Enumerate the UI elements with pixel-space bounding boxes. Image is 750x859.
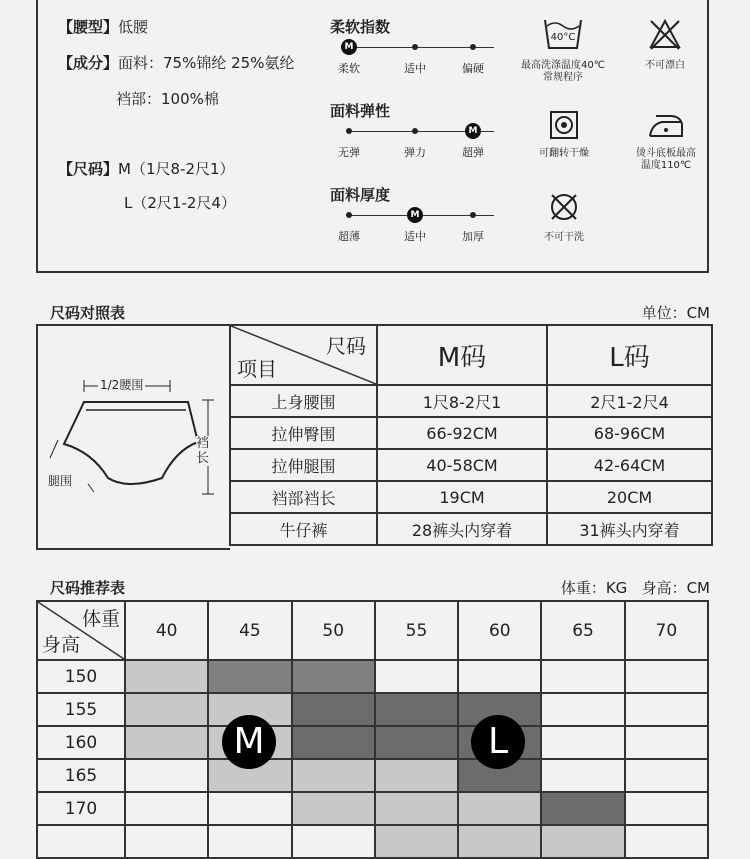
height-cell: 160 bbox=[37, 726, 125, 759]
recommend-cell bbox=[125, 693, 208, 726]
size-value-cell: 42-64CM bbox=[547, 449, 712, 481]
recommend-cell bbox=[375, 825, 458, 858]
iron-label: 烫斗底板最高 温度110℃ bbox=[636, 148, 696, 171]
scale-title: 面料厚度 bbox=[330, 186, 391, 204]
crotch-composition: 裆部：100%棉 bbox=[116, 90, 219, 108]
scale-dot bbox=[470, 212, 476, 218]
corner-size-label: 尺码 bbox=[326, 334, 366, 358]
recommend-row bbox=[37, 792, 708, 825]
recommend-cell bbox=[375, 726, 458, 759]
recommend-cell bbox=[208, 660, 291, 693]
weight-header-cell: 55 bbox=[375, 601, 458, 660]
wash-label: 最高洗涤温度40℃ 常规程序 bbox=[521, 60, 605, 83]
height-cell: 170 bbox=[37, 792, 125, 825]
height-cell: 165 bbox=[37, 759, 125, 792]
size-chart-unit: 单位：CM bbox=[641, 304, 710, 322]
recommend-cell bbox=[292, 693, 375, 726]
weight-header-cell: 65 bbox=[541, 601, 624, 660]
size-item-cell: 牛仔裤 bbox=[230, 513, 377, 545]
size-value-cell: 40-58CM bbox=[377, 449, 547, 481]
underwear-outline-icon bbox=[48, 376, 218, 526]
recommend-title: 尺码推荐表 bbox=[50, 579, 126, 597]
weight-header-cell: 45 bbox=[208, 601, 291, 660]
size-table-row bbox=[230, 513, 712, 545]
size-item-cell: 拉伸臀围 bbox=[230, 417, 377, 449]
corner-item-label: 项目 bbox=[237, 357, 277, 381]
scale-dot bbox=[412, 44, 418, 50]
scale-label: 适中 bbox=[404, 62, 426, 75]
recommend-cell bbox=[292, 726, 375, 759]
recommend-cell bbox=[375, 693, 458, 726]
tumble-dry-icon bbox=[549, 110, 579, 140]
size-chart-title: 尺码对照表 bbox=[50, 304, 126, 322]
scale-dot bbox=[346, 212, 352, 218]
corner-weight-label: 体重 bbox=[81, 608, 120, 630]
product-info-panel bbox=[36, 0, 709, 273]
diagram-leg: 腿围 bbox=[48, 474, 73, 488]
diagram-half-waist: 1/2腰围 bbox=[100, 378, 144, 392]
recommend-cell bbox=[541, 792, 624, 825]
recommend-cell bbox=[541, 825, 624, 858]
iron-icon bbox=[646, 110, 686, 140]
scale-label: 超弹 bbox=[462, 146, 484, 159]
waist-type: 【腰型】低腰 bbox=[58, 18, 149, 36]
scale-label: 柔软 bbox=[338, 62, 360, 75]
recommend-cell bbox=[292, 792, 375, 825]
size-value-cell: 19CM bbox=[377, 481, 547, 513]
scale-dot bbox=[412, 128, 418, 134]
scale-label: 加厚 bbox=[462, 230, 484, 243]
size-table-row bbox=[230, 385, 712, 417]
scale-label: 弹力 bbox=[404, 146, 426, 159]
column-header-l: L码 bbox=[547, 325, 712, 385]
recommend-table bbox=[36, 600, 709, 859]
recommend-cell bbox=[625, 759, 708, 792]
column-header-m: M码 bbox=[377, 325, 547, 385]
scale-label: 超薄 bbox=[338, 230, 360, 243]
size-item-cell: 裆部裆长 bbox=[230, 481, 377, 513]
recommend-row bbox=[37, 693, 708, 726]
no-dryclean-icon bbox=[549, 192, 579, 222]
recommend-cell bbox=[208, 825, 291, 858]
recommend-cell bbox=[208, 792, 291, 825]
scale-title: 柔软指数 bbox=[330, 18, 391, 36]
no-bleach-icon bbox=[648, 18, 682, 50]
weight-header-cell: 70 bbox=[625, 601, 708, 660]
recommend-cell bbox=[375, 759, 458, 792]
recommend-cell bbox=[292, 759, 375, 792]
scale-label: 无弹 bbox=[338, 146, 360, 159]
size-value-cell: 1尺8-2尺1 bbox=[377, 385, 547, 417]
size-range-l: L（2尺1-2尺4） bbox=[124, 194, 236, 212]
scale-selected-marker: M bbox=[341, 39, 357, 55]
size-value-cell: 20CM bbox=[547, 481, 712, 513]
size-table-corner bbox=[230, 325, 377, 385]
recommend-cell bbox=[541, 660, 624, 693]
size-value-cell: 31裤头内穿着 bbox=[547, 513, 712, 545]
recommend-cell bbox=[625, 825, 708, 858]
size-item-cell: 上身腰围 bbox=[230, 385, 377, 417]
recommend-cell bbox=[125, 759, 208, 792]
size-table-row bbox=[230, 481, 712, 513]
recommend-cell bbox=[541, 693, 624, 726]
recommend-cell bbox=[125, 726, 208, 759]
recommend-cell bbox=[458, 660, 541, 693]
scale-selected-marker: M bbox=[465, 123, 481, 139]
size-table-row bbox=[230, 449, 712, 481]
corner-height-label: 身高 bbox=[42, 634, 81, 656]
weight-header-cell: 50 bbox=[292, 601, 375, 660]
size-table-row bbox=[230, 417, 712, 449]
badge-l: L bbox=[471, 715, 525, 769]
no-bleach-label: 不可漂白 bbox=[645, 60, 685, 71]
height-cell: 155 bbox=[37, 693, 125, 726]
scale-title: 面料弹性 bbox=[330, 102, 391, 120]
height-cell: 150 bbox=[37, 660, 125, 693]
recommend-cell bbox=[625, 693, 708, 726]
weight-header-cell: 40 bbox=[125, 601, 208, 660]
size-range-m: 【尺码】M（1尺8-2尺1） bbox=[58, 160, 235, 178]
recommend-cell bbox=[125, 660, 208, 693]
recommend-row bbox=[37, 726, 708, 759]
recommend-cell bbox=[625, 660, 708, 693]
recommend-cell bbox=[541, 726, 624, 759]
scale-label: 适中 bbox=[404, 230, 426, 243]
size-value-cell: 28裤头内穿着 bbox=[377, 513, 547, 545]
recommend-row bbox=[37, 759, 708, 792]
recommend-cell bbox=[292, 660, 375, 693]
size-item-cell: 拉伸腿围 bbox=[230, 449, 377, 481]
weight-header-cell: 60 bbox=[458, 601, 541, 660]
badge-m: M bbox=[222, 715, 276, 769]
recommend-cell bbox=[625, 792, 708, 825]
no-dryclean-label: 不可干洗 bbox=[544, 232, 584, 243]
scale-label: 偏硬 bbox=[462, 62, 484, 75]
recommend-cell bbox=[458, 792, 541, 825]
scale-dot bbox=[470, 44, 476, 50]
recommend-cell bbox=[458, 825, 541, 858]
recommend-row bbox=[37, 660, 708, 693]
recommend-cell bbox=[125, 825, 208, 858]
recommend-cell bbox=[125, 792, 208, 825]
recommend-cell bbox=[375, 660, 458, 693]
recommend-cell bbox=[541, 759, 624, 792]
size-value-cell: 68-96CM bbox=[547, 417, 712, 449]
size-table bbox=[229, 324, 713, 546]
recommend-row bbox=[37, 825, 708, 858]
tumble-dry-label: 可翻转干燥 bbox=[539, 148, 589, 159]
recommend-cell bbox=[375, 792, 458, 825]
recommend-corner bbox=[37, 601, 125, 660]
size-value-cell: 66-92CM bbox=[377, 417, 547, 449]
scale-dot bbox=[346, 128, 352, 134]
diagram-length: 裆长 bbox=[196, 436, 210, 466]
recommend-unit: 体重：KG 身高：CM bbox=[560, 579, 710, 597]
wash-temp-label: 40°C bbox=[550, 32, 576, 43]
size-value-cell: 2尺1-2尺4 bbox=[547, 385, 712, 417]
composition: 【成分】面料：75%锦纶 25%氨纶 bbox=[58, 54, 295, 72]
underwear-diagram bbox=[36, 324, 230, 550]
height-cell bbox=[37, 825, 125, 858]
scale-selected-marker: M bbox=[407, 207, 423, 223]
recommend-cell bbox=[625, 726, 708, 759]
recommend-cell bbox=[292, 825, 375, 858]
